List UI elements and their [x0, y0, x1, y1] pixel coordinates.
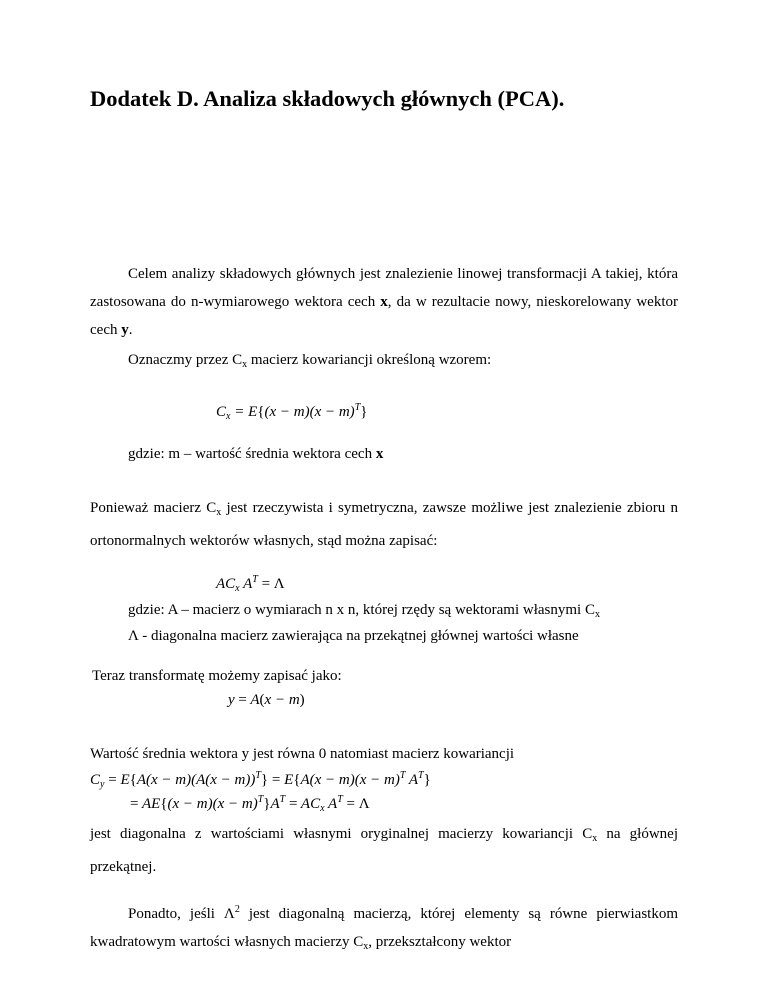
intro-text-lead: Celem analizy składowych głównych jest znalezienie linowej transformacji A takiej, która zastosowana do n-wymiarowego wektora cech	[90, 266, 678, 310]
diagonal-lead: jest diagonalna z wartościami własnymi oryginalnej macierzy kowariancji C	[90, 826, 593, 842]
sqrt-paragraph	[90, 896, 678, 961]
sqrt-end: , przekształcony wektor	[368, 934, 512, 950]
sqrt-lead: Ponadto, jeśli Λ	[128, 906, 235, 922]
sqrt-mid: jest diagonalną macierzą, której elementy są równe pierwiastkom kwadratowym wartości własnych macierzy C	[90, 906, 678, 950]
eigen-sub: x	[216, 507, 222, 518]
equation-covariance: $C_x = E\{(x - m)(x - m)^T\}$	[216, 402, 368, 422]
equation-diagonalization-note-1	[128, 602, 600, 620]
eq1-note-bold: x	[375, 446, 384, 462]
covariance-intro-lead: Oznaczmy przez C	[128, 352, 243, 368]
transform-intro: Teraz transformatę możemy zapisać jako:	[92, 668, 342, 684]
covariance-intro	[128, 352, 491, 370]
diagonal-paragraph	[90, 820, 678, 881]
eq2-note1-lead: gdzie: A – macierz o wymiarach n x n, której rzędy są wektorami własnymi C	[128, 602, 595, 618]
eigen-lead: Ponieważ macierz C	[90, 500, 217, 516]
sqrt-sup: 2	[234, 904, 240, 915]
eq2-note1-sub: x	[594, 609, 600, 620]
diagonal-end: na głównej przekątnej.	[90, 826, 678, 875]
intro-text-mid: , da w rezultacie nowy, nieskorelowany wektor cech	[90, 294, 678, 338]
diagonal-sub: x	[592, 833, 598, 844]
covariance-intro-sub: x	[242, 359, 248, 370]
intro-text-end: .	[128, 322, 133, 338]
eigen-end: jest rzeczywista i symetryczna, zawsze możliwe jest znalezienie zbioru n ortonormalnych wektorów własnych, stąd można zapisać:	[90, 500, 679, 549]
eigen-paragraph	[90, 494, 678, 555]
sqrt-sub: x	[363, 941, 369, 952]
document-title: Dodatek D. Analiza składowych głównych (PCA).	[90, 86, 565, 111]
equation-cy-line-1: $C_y = E\{A(x - m)(A(x - m))^T\} = E\{A(x - m)(x - m)^T$ $A^T$}	[90, 770, 431, 790]
intro-vector-x: x	[380, 294, 388, 310]
equation-transform: y = A(x − m)	[228, 692, 305, 708]
intro-vector-y: y	[121, 322, 129, 338]
equation-diagonalization-note-2: Λ - diagonalna macierz zawierająca na przekątnej głównej wartości własne	[128, 628, 579, 644]
mean-paragraph: Wartość średnia wektora y jest równa 0 natomiast macierz kowariancji	[90, 746, 515, 762]
covariance-intro-end: macierz kowariancji określoną wzorem:	[247, 352, 492, 368]
intro-paragraph	[90, 260, 678, 344]
equation-diagonalization: $AC_x$ $A^T = \Lambda$	[216, 574, 285, 594]
equation-covariance-note	[128, 446, 383, 463]
eq1-note-lead: gdzie: m – wartość średnia wektora cech	[128, 446, 376, 462]
equation-cy-line-2: = $AE\{(x - m)(x - m)^T\}A^T = AC_x$ $A^T = \Lambda$	[130, 794, 370, 814]
